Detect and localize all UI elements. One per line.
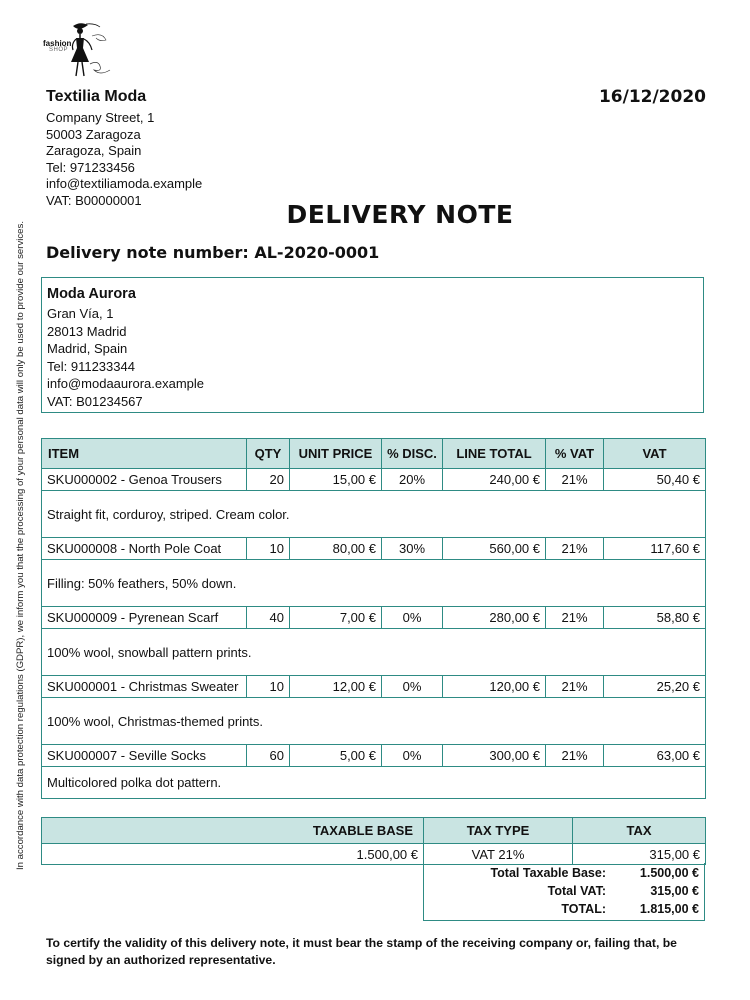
tax-header-row [42, 818, 706, 844]
column-header-line-total: LINE TOTAL [443, 439, 546, 469]
recipient-box [41, 277, 704, 413]
total-taxable-value: 1.500,00 € [639, 866, 699, 880]
recipient-address-line: Madrid, Spain [47, 341, 128, 357]
table-row [42, 538, 706, 560]
table-row-description [42, 698, 706, 745]
item-vat: 58,80 € [604, 607, 706, 629]
recipient-email: info@modaaurora.example [47, 376, 205, 392]
tax-value: 315,00 € [573, 844, 706, 865]
item-description: Multicolored polka dot pattern. [42, 767, 706, 799]
item-unit-price: 12,00 € [290, 676, 382, 698]
table-row [42, 469, 706, 491]
grand-total-value: 1.815,00 € [639, 902, 699, 916]
table-row-description [42, 767, 706, 799]
item-vat: 25,20 € [604, 676, 706, 698]
item-description: Straight fit, corduroy, striped. Cream color. [42, 491, 706, 538]
item-line-total: 300,00 € [443, 745, 546, 767]
delivery-note-number: Delivery note number: AL-2020-0001 [46, 243, 380, 262]
sender-address-line: Zaragoza, Spain [46, 143, 142, 158]
item-discount: 30% [382, 538, 443, 560]
item-vat: 117,60 € [604, 538, 706, 560]
item-description: 100% wool, Christmas-themed prints. [42, 698, 706, 745]
summary-row-vat [424, 884, 704, 902]
company-logo [40, 20, 120, 82]
item-vat-percent: 21% [546, 745, 604, 767]
item-unit-price: 80,00 € [290, 538, 382, 560]
gdpr-notice: In accordance with data protection regulations (GDPR), we inform you that the processing of your personal data will only be used to provide our services. [15, 221, 26, 870]
totals-summary [423, 863, 705, 921]
item-name: SKU000007 - Seville Socks [42, 745, 247, 767]
tax-type-value: VAT 21% [424, 844, 573, 865]
item-unit-price: 5,00 € [290, 745, 382, 767]
item-unit-price: 7,00 € [290, 607, 382, 629]
summary-row-taxable [424, 866, 704, 884]
item-vat: 50,40 € [604, 469, 706, 491]
item-qty: 10 [247, 538, 290, 560]
column-header-qty: QTY [247, 439, 290, 469]
table-row-description [42, 560, 706, 607]
item-line-total: 120,00 € [443, 676, 546, 698]
item-vat-percent: 21% [546, 469, 604, 491]
items-table [41, 438, 706, 799]
tax-summary-table [41, 817, 706, 865]
recipient-vat: VAT: B01234567 [47, 393, 143, 409]
column-header-vat-percent: % VAT [546, 439, 604, 469]
sender-vat: VAT: B00000001 [46, 192, 142, 208]
table-row [42, 676, 706, 698]
item-name: SKU000009 - Pyrenean Scarf [42, 607, 247, 629]
total-taxable-label: Total Taxable Base: [490, 866, 606, 880]
taxable-base-value: 1.500,00 € [42, 844, 424, 865]
document-title: DELIVERY NOTE [286, 200, 514, 229]
sender-phone: Tel: 971233456 [46, 159, 135, 175]
table-row [42, 745, 706, 767]
item-qty: 10 [247, 676, 290, 698]
table-row [42, 844, 706, 865]
item-discount: 0% [382, 676, 443, 698]
sender-email: info@textiliamoda.example [46, 176, 203, 191]
recipient-address-line: Gran Vía, 1 [47, 306, 114, 321]
column-header-tax: TAX [573, 818, 706, 844]
item-vat-percent: 21% [546, 538, 604, 560]
document-date: 16/12/2020 [598, 87, 706, 107]
item-vat-percent: 21% [546, 676, 604, 698]
item-discount: 0% [382, 607, 443, 629]
column-header-item: ITEM [42, 439, 247, 469]
recipient-name: Moda Aurora [47, 286, 136, 302]
table-row-description [42, 629, 706, 676]
column-header-tax-type: TAX TYPE [424, 818, 573, 844]
sender-name: Textilia Moda [46, 88, 147, 105]
summary-row-total [424, 902, 704, 920]
grand-total-label: TOTAL: [561, 902, 606, 916]
sender-address-line: 50003 Zaragoza [46, 126, 141, 142]
item-qty: 40 [247, 607, 290, 629]
table-row [42, 607, 706, 629]
item-line-total: 280,00 € [443, 607, 546, 629]
recipient-address-line: 28013 Madrid [47, 323, 127, 339]
total-vat-label: Total VAT: [547, 884, 606, 898]
item-vat-percent: 21% [546, 607, 604, 629]
column-header-taxable-base: TAXABLE BASE [42, 818, 424, 844]
column-header-unit-price: UNIT PRICE [290, 439, 382, 469]
item-unit-price: 15,00 € [290, 469, 382, 491]
item-discount: 20% [382, 469, 443, 491]
item-name: SKU000002 - Genoa Trousers [42, 469, 247, 491]
item-description: 100% wool, snowball pattern prints. [42, 629, 706, 676]
certification-note: To certify the validity of this delivery note, it must bear the stamp of the receiving company or, failing that, be signed by an authorized representative. [46, 936, 677, 967]
logo-text-shop: SHOP [49, 47, 69, 53]
item-name: SKU000001 - Christmas Sweater [42, 676, 247, 698]
item-qty: 20 [247, 469, 290, 491]
item-vat: 63,00 € [604, 745, 706, 767]
sender-address-line: Company Street, 1 [46, 110, 155, 125]
table-row-description [42, 491, 706, 538]
item-line-total: 560,00 € [443, 538, 546, 560]
item-discount: 0% [382, 745, 443, 767]
recipient-phone: Tel: 911233344 [47, 358, 135, 374]
item-description: Filling: 50% feathers, 50% down. [42, 560, 706, 607]
column-header-vat: VAT [604, 439, 706, 469]
logo-text-fashion: fashion [43, 39, 72, 48]
item-line-total: 240,00 € [443, 469, 546, 491]
item-name: SKU000008 - North Pole Coat [42, 538, 247, 560]
item-qty: 60 [247, 745, 290, 767]
sender-block [46, 88, 202, 209]
items-header-row [42, 439, 706, 469]
column-header-discount: % DISC. [382, 439, 443, 469]
total-vat-value: 315,00 € [650, 884, 699, 898]
